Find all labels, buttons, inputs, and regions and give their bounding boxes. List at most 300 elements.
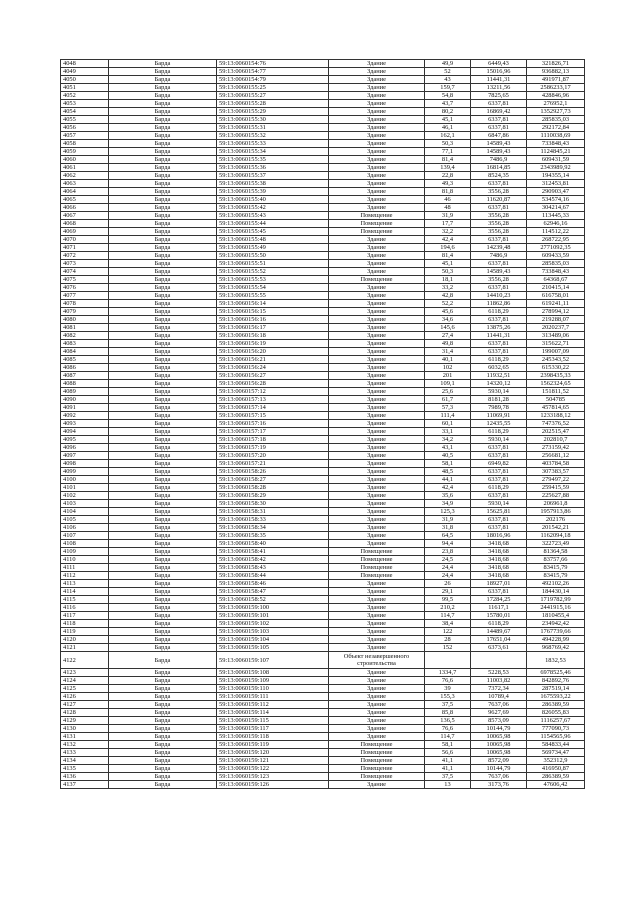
table-row <box>61 564 585 572</box>
cell-area: 41,1 <box>425 757 471 765</box>
cell-row-number: 4114 <box>61 588 109 596</box>
cell-object-type: Здание <box>329 108 425 116</box>
cell-cadastral-number: 59:13:0060157:20 <box>217 452 329 460</box>
table-row <box>61 516 585 524</box>
cell-object-type: Здание <box>329 588 425 596</box>
cell-object-type: Здание <box>329 644 425 652</box>
cell-cadastral-number: 59:13:0060156:17 <box>217 324 329 332</box>
cell-row-number: 4062 <box>61 172 109 180</box>
cell-cadastral-value: 113445,33 <box>527 212 585 220</box>
cell-cadastral-number: 59:13:0060158:30 <box>217 500 329 508</box>
cell-settlement: Барда <box>109 717 217 725</box>
cell-cadastral-number: 59:13:0060159:112 <box>217 701 329 709</box>
cell-cadastral-number: 59:13:0060156:24 <box>217 364 329 372</box>
cell-cadastral-number: 59:13:0060154:77 <box>217 68 329 76</box>
cell-specific-value: 6337,81 <box>471 116 527 124</box>
cell-row-number: 4108 <box>61 540 109 548</box>
cell-specific-value: 3556,28 <box>471 212 527 220</box>
cell-object-type: Здание <box>329 292 425 300</box>
cell-cadastral-number: 59:13:0060157:18 <box>217 436 329 444</box>
cell-settlement: Барда <box>109 596 217 604</box>
cell-settlement: Барда <box>109 652 217 669</box>
table-row <box>61 685 585 693</box>
cell-cadastral-number: 59:13:0060157:16 <box>217 420 329 428</box>
cell-cadastral-number: 59:13:0060157:12 <box>217 388 329 396</box>
cell-settlement: Барда <box>109 540 217 548</box>
table-row <box>61 252 585 260</box>
cell-object-type: Здание <box>329 620 425 628</box>
cell-settlement: Барда <box>109 669 217 677</box>
cell-cadastral-number: 59:13:0060155:53 <box>217 276 329 284</box>
cell-row-number: 4061 <box>61 164 109 172</box>
table-row <box>61 420 585 428</box>
cell-settlement: Барда <box>109 148 217 156</box>
cell-cadastral-value: 609431,59 <box>527 156 585 164</box>
table-row <box>61 340 585 348</box>
cell-specific-value: 7637,06 <box>471 701 527 709</box>
cell-area: 40,1 <box>425 356 471 364</box>
cell-object-type: Здание <box>329 781 425 789</box>
cell-cadastral-number: 59:13:0060155:33 <box>217 140 329 148</box>
cell-cadastral-number: 59:13:0060155:50 <box>217 252 329 260</box>
cell-cadastral-number: 59:13:0060159:110 <box>217 685 329 693</box>
cell-specific-value: 11620,87 <box>471 196 527 204</box>
cell-area: 114,7 <box>425 733 471 741</box>
cell-row-number: 4111 <box>61 564 109 572</box>
cell-row-number: 4078 <box>61 300 109 308</box>
cell-row-number: 4086 <box>61 364 109 372</box>
cell-specific-value: 7486,9 <box>471 156 527 164</box>
cell-specific-value: 6337,81 <box>471 204 527 212</box>
cell-cadastral-value: 273159,42 <box>527 444 585 452</box>
cell-row-number: 4058 <box>61 140 109 148</box>
table-row <box>61 588 585 596</box>
cell-area: 155,3 <box>425 693 471 701</box>
cell-cadastral-value: 619241,11 <box>527 300 585 308</box>
cell-settlement: Барда <box>109 260 217 268</box>
cell-area: 49,9 <box>425 60 471 68</box>
cell-specific-value: 6337,81 <box>471 284 527 292</box>
cell-row-number: 4119 <box>61 628 109 636</box>
table-row <box>61 108 585 116</box>
cell-row-number: 4070 <box>61 236 109 244</box>
cell-specific-value: 6118,29 <box>471 308 527 316</box>
cell-cadastral-number: 59:13:0060158:46 <box>217 580 329 588</box>
cell-area: 34,2 <box>425 436 471 444</box>
cell-specific-value: 3418,68 <box>471 556 527 564</box>
cell-row-number: 4096 <box>61 444 109 452</box>
cell-row-number: 4099 <box>61 468 109 476</box>
cell-specific-value: 6337,81 <box>471 316 527 324</box>
cell-object-type: Здание <box>329 236 425 244</box>
cell-cadastral-number: 59:13:0060157:21 <box>217 460 329 468</box>
cell-cadastral-number: 59:13:0060158:41 <box>217 548 329 556</box>
cell-specific-value: 7486,9 <box>471 252 527 260</box>
cell-object-type: Здание <box>329 60 425 68</box>
cell-row-number: 4106 <box>61 524 109 532</box>
table-row <box>61 492 585 500</box>
cell-settlement: Барда <box>109 428 217 436</box>
cell-area: 102 <box>425 364 471 372</box>
cell-object-type: Здание <box>329 677 425 685</box>
cell-specific-value: 3418,68 <box>471 564 527 572</box>
cell-cadastral-number: 59:13:0060156:20 <box>217 348 329 356</box>
cell-area: 50,3 <box>425 268 471 276</box>
cell-row-number: 4066 <box>61 204 109 212</box>
cell-cadastral-value: 286389,59 <box>527 773 585 781</box>
cell-row-number: 4063 <box>61 180 109 188</box>
cell-cadastral-number: 59:13:0060155:55 <box>217 292 329 300</box>
cell-specific-value: 6337,81 <box>471 236 527 244</box>
cell-object-type: Помещение <box>329 757 425 765</box>
cell-object-type: Здание <box>329 196 425 204</box>
cell-row-number: 4055 <box>61 116 109 124</box>
cell-specific-value: 6337,81 <box>471 468 527 476</box>
cell-settlement: Барда <box>109 180 217 188</box>
cell-cadastral-number: 59:13:0060158:33 <box>217 516 329 524</box>
cell-cadastral-value: 1562324,65 <box>527 380 585 388</box>
table-row <box>61 628 585 636</box>
cell-cadastral-number: 59:13:0060159:100 <box>217 604 329 612</box>
cell-area: 24,5 <box>425 556 471 564</box>
cell-settlement: Барда <box>109 500 217 508</box>
cell-settlement: Барда <box>109 380 217 388</box>
cell-cadastral-value: 492102,26 <box>527 580 585 588</box>
cell-object-type: Здание <box>329 100 425 108</box>
cell-cadastral-value: 1719782,99 <box>527 596 585 604</box>
table-row <box>61 540 585 548</box>
cell-cadastral-number: 59:13:0060159:114 <box>217 709 329 717</box>
cell-specific-value: 6337,81 <box>471 180 527 188</box>
cell-settlement: Барда <box>109 725 217 733</box>
cell-object-type: Помещение <box>329 773 425 781</box>
cell-specific-value: 3556,28 <box>471 188 527 196</box>
cell-object-type: Здание <box>329 260 425 268</box>
cell-cadastral-value: 285835,03 <box>527 116 585 124</box>
cell-specific-value: 6449,43 <box>471 60 527 68</box>
cell-cadastral-value: 569734,47 <box>527 749 585 757</box>
table-row <box>61 644 585 652</box>
cell-object-type: Здание <box>329 516 425 524</box>
cell-settlement: Барда <box>109 284 217 292</box>
table-row <box>61 717 585 725</box>
cell-cadastral-number: 59:13:0060159:118 <box>217 733 329 741</box>
cell-row-number: 4080 <box>61 316 109 324</box>
cell-object-type: Здание <box>329 596 425 604</box>
table-row <box>61 725 585 733</box>
cell-area: 58,1 <box>425 741 471 749</box>
cell-settlement: Барда <box>109 188 217 196</box>
cell-specific-value: 13875,26 <box>471 324 527 332</box>
cell-cadastral-value: 256681,12 <box>527 452 585 460</box>
cell-cadastral-value: 1124845,21 <box>527 148 585 156</box>
cell-settlement: Барда <box>109 300 217 308</box>
cell-row-number: 4115 <box>61 596 109 604</box>
cell-cadastral-number: 59:13:0060155:37 <box>217 172 329 180</box>
cell-cadastral-value: 1957913,86 <box>527 508 585 516</box>
cell-row-number: 4068 <box>61 220 109 228</box>
cell-cadastral-number: 59:13:0060155:42 <box>217 204 329 212</box>
cell-specific-value: 6949,82 <box>471 460 527 468</box>
cell-specific-value: 6118,29 <box>471 484 527 492</box>
table-row <box>61 172 585 180</box>
cell-cadastral-number: 59:13:0060156:18 <box>217 332 329 340</box>
cell-area: 46 <box>425 196 471 204</box>
cell-area: 17,7 <box>425 220 471 228</box>
cell-specific-value: 8524,35 <box>471 172 527 180</box>
table-row <box>61 364 585 372</box>
cell-area: 25,6 <box>425 388 471 396</box>
cell-area: 41,1 <box>425 765 471 773</box>
cell-settlement: Барда <box>109 468 217 476</box>
table-row <box>61 612 585 620</box>
cell-settlement: Барда <box>109 612 217 620</box>
cell-cadastral-number: 59:13:0060155:49 <box>217 244 329 252</box>
cell-area: 43 <box>425 76 471 84</box>
cell-object-type: Здание <box>329 252 425 260</box>
cell-object-type: Здание <box>329 725 425 733</box>
cell-object-type: Здание <box>329 156 425 164</box>
cell-area: 27,4 <box>425 332 471 340</box>
cell-specific-value: 10065,98 <box>471 749 527 757</box>
cell-cadastral-number: 59:13:0060158:26 <box>217 468 329 476</box>
cell-cadastral-number: 59:13:0060155:54 <box>217 284 329 292</box>
cell-cadastral-value: 321826,71 <box>527 60 585 68</box>
cell-area: 162,1 <box>425 132 471 140</box>
cell-cadastral-number: 59:13:0060156:14 <box>217 300 329 308</box>
cell-cadastral-value: 777090,73 <box>527 725 585 733</box>
table-row <box>61 596 585 604</box>
cell-cadastral-value: 416950,87 <box>527 765 585 773</box>
cell-settlement: Барда <box>109 356 217 364</box>
cell-specific-value: 6118,29 <box>471 428 527 436</box>
cell-settlement: Барда <box>109 60 217 68</box>
cell-settlement: Барда <box>109 693 217 701</box>
cell-row-number: 4091 <box>61 404 109 412</box>
cell-row-number: 4050 <box>61 76 109 84</box>
cell-cadastral-value: 747376,52 <box>527 420 585 428</box>
cell-specific-value: 7989,78 <box>471 404 527 412</box>
cell-cadastral-value: 259415,59 <box>527 484 585 492</box>
cell-specific-value: 6337,81 <box>471 452 527 460</box>
cell-area: 76,6 <box>425 725 471 733</box>
cell-object-type: Здание <box>329 669 425 677</box>
cell-object-type: Здание <box>329 372 425 380</box>
cell-row-number: 4073 <box>61 260 109 268</box>
cell-specific-value: 6337,81 <box>471 588 527 596</box>
cell-area: 52 <box>425 68 471 76</box>
table-row <box>61 460 585 468</box>
cell-object-type: Здание <box>329 124 425 132</box>
cell-cadastral-number: 59:13:0060158:52 <box>217 596 329 604</box>
cell-cadastral-value: 457814,65 <box>527 404 585 412</box>
cell-object-type: Здание <box>329 428 425 436</box>
cell-object-type: Здание <box>329 172 425 180</box>
cell-row-number: 4081 <box>61 324 109 332</box>
cell-cadastral-number: 59:13:0060155:27 <box>217 92 329 100</box>
cell-row-number: 4049 <box>61 68 109 76</box>
cell-area: 43,1 <box>425 444 471 452</box>
cell-area: 28 <box>425 636 471 644</box>
cell-object-type: Здание <box>329 436 425 444</box>
cell-row-number: 4048 <box>61 60 109 68</box>
cell-specific-value: 16814,85 <box>471 164 527 172</box>
cell-settlement: Барда <box>109 757 217 765</box>
cell-object-type: Здание <box>329 300 425 308</box>
table-row <box>61 404 585 412</box>
cell-object-type: Здание <box>329 316 425 324</box>
cell-area: 94,4 <box>425 540 471 548</box>
cell-specific-value: 6337,81 <box>471 260 527 268</box>
cell-cadastral-value: 6978525,46 <box>527 669 585 677</box>
cell-cadastral-value: 307383,57 <box>527 468 585 476</box>
cell-row-number: 4065 <box>61 196 109 204</box>
cell-specific-value: 5930,14 <box>471 388 527 396</box>
cell-settlement: Барда <box>109 332 217 340</box>
table-row <box>61 164 585 172</box>
table-row <box>61 316 585 324</box>
cell-row-number: 4120 <box>61 636 109 644</box>
cell-cadastral-value: 83757,66 <box>527 556 585 564</box>
cell-area: 50,3 <box>425 140 471 148</box>
cell-specific-value: 10065,98 <box>471 733 527 741</box>
cell-cadastral-value: 276952,1 <box>527 100 585 108</box>
cell-row-number: 4092 <box>61 412 109 420</box>
cell-object-type: Помещение <box>329 741 425 749</box>
cell-object-type: Здание <box>329 332 425 340</box>
table-row <box>61 380 585 388</box>
cell-object-type: Здание <box>329 636 425 644</box>
cell-cadastral-value: 194355,14 <box>527 172 585 180</box>
cell-specific-value: 8572,09 <box>471 757 527 765</box>
cell-cadastral-value: 352312,9 <box>527 757 585 765</box>
cell-area: 18,1 <box>425 276 471 284</box>
cell-row-number: 4101 <box>61 484 109 492</box>
table-row <box>61 140 585 148</box>
cell-object-type: Здание <box>329 500 425 508</box>
cell-cadastral-number: 59:13:0060157:13 <box>217 396 329 404</box>
cell-cadastral-value: 2586233,17 <box>527 84 585 92</box>
cell-cadastral-number: 59:13:0060155:40 <box>217 196 329 204</box>
cell-area: 26 <box>425 580 471 588</box>
cell-specific-value: 3556,28 <box>471 220 527 228</box>
cell-specific-value: 10144,79 <box>471 765 527 773</box>
table-row <box>61 548 585 556</box>
table-row <box>61 508 585 516</box>
cell-area: 43,7 <box>425 100 471 108</box>
cell-cadastral-value: 304214,67 <box>527 204 585 212</box>
cell-specific-value: 14410,23 <box>471 292 527 300</box>
cell-object-type: Здание <box>329 140 425 148</box>
cell-object-type: Здание <box>329 148 425 156</box>
cell-object-type: Здание <box>329 92 425 100</box>
table-row <box>61 500 585 508</box>
cell-settlement: Барда <box>109 420 217 428</box>
cell-cadastral-value: 1116257,67 <box>527 717 585 725</box>
cell-area: 33,1 <box>425 428 471 436</box>
cell-cadastral-number: 59:13:0060157:19 <box>217 444 329 452</box>
cell-settlement: Барда <box>109 476 217 484</box>
table-row <box>61 757 585 765</box>
cell-specific-value: 11862,86 <box>471 300 527 308</box>
cell-cadastral-number: 59:13:0060158:35 <box>217 532 329 540</box>
cell-specific-value: 8573,09 <box>471 717 527 725</box>
cell-settlement: Барда <box>109 108 217 116</box>
cell-cadastral-number: 59:13:0060158:47 <box>217 588 329 596</box>
cell-object-type: Здание <box>329 396 425 404</box>
cell-area: 23,8 <box>425 548 471 556</box>
cell-object-type: Здание <box>329 460 425 468</box>
cell-row-number: 4095 <box>61 436 109 444</box>
cell-cadastral-value: 286389,59 <box>527 701 585 709</box>
cell-area: 201 <box>425 372 471 380</box>
cell-cadastral-value: 83415,79 <box>527 564 585 572</box>
cell-object-type: Здание <box>329 701 425 709</box>
table-row <box>61 228 585 236</box>
cell-area: 159,7 <box>425 84 471 92</box>
cell-cadastral-number: 59:13:0060159:122 <box>217 765 329 773</box>
cell-row-number: 4079 <box>61 308 109 316</box>
table-row <box>61 124 585 132</box>
cell-area: 45,1 <box>425 116 471 124</box>
table-row <box>61 348 585 356</box>
cell-object-type: Здание <box>329 324 425 332</box>
cell-cadastral-value: 2771092,35 <box>527 244 585 252</box>
cell-row-number: 4056 <box>61 124 109 132</box>
cell-cadastral-number: 59:13:0060156:16 <box>217 316 329 324</box>
cell-object-type: Здание <box>329 476 425 484</box>
table-row <box>61 765 585 773</box>
cell-specific-value: 10065,98 <box>471 741 527 749</box>
cell-cadastral-value: 1154565,96 <box>527 733 585 741</box>
table-row <box>61 300 585 308</box>
cell-object-type: Здание <box>329 388 425 396</box>
cell-row-number: 4134 <box>61 757 109 765</box>
cell-object-type: Здание <box>329 412 425 420</box>
cell-settlement: Барда <box>109 340 217 348</box>
cell-area: 40,5 <box>425 452 471 460</box>
cell-area: 33,2 <box>425 284 471 292</box>
cell-cadastral-number: 59:13:0060155:45 <box>217 228 329 236</box>
cell-object-type: Здание <box>329 444 425 452</box>
table-row <box>61 781 585 789</box>
table-row <box>61 484 585 492</box>
cell-settlement: Барда <box>109 140 217 148</box>
cell-area: 31,9 <box>425 516 471 524</box>
cell-cadastral-value: 219288,07 <box>527 316 585 324</box>
table-row <box>61 693 585 701</box>
cell-settlement: Барда <box>109 701 217 709</box>
cell-row-number: 4087 <box>61 372 109 380</box>
cell-cadastral-value: 210415,14 <box>527 284 585 292</box>
cell-object-type: Здание <box>329 709 425 717</box>
cell-cadastral-number: 59:13:0060155:34 <box>217 148 329 156</box>
cell-cadastral-number: 59:13:0060158:34 <box>217 524 329 532</box>
cell-object-type: Здание <box>329 180 425 188</box>
cell-area: 60,1 <box>425 420 471 428</box>
cell-specific-value: 3418,68 <box>471 572 527 580</box>
cell-area: 52,2 <box>425 300 471 308</box>
cell-row-number: 4059 <box>61 148 109 156</box>
cell-row-number: 4064 <box>61 188 109 196</box>
cell-specific-value: 6118,29 <box>471 620 527 628</box>
cell-cadastral-value: 64368,67 <box>527 276 585 284</box>
cell-row-number: 4128 <box>61 709 109 717</box>
cell-specific-value: 15625,81 <box>471 508 527 516</box>
cell-settlement: Барда <box>109 156 217 164</box>
cell-specific-value: 6337,81 <box>471 124 527 132</box>
cell-specific-value: 13211,56 <box>471 84 527 92</box>
